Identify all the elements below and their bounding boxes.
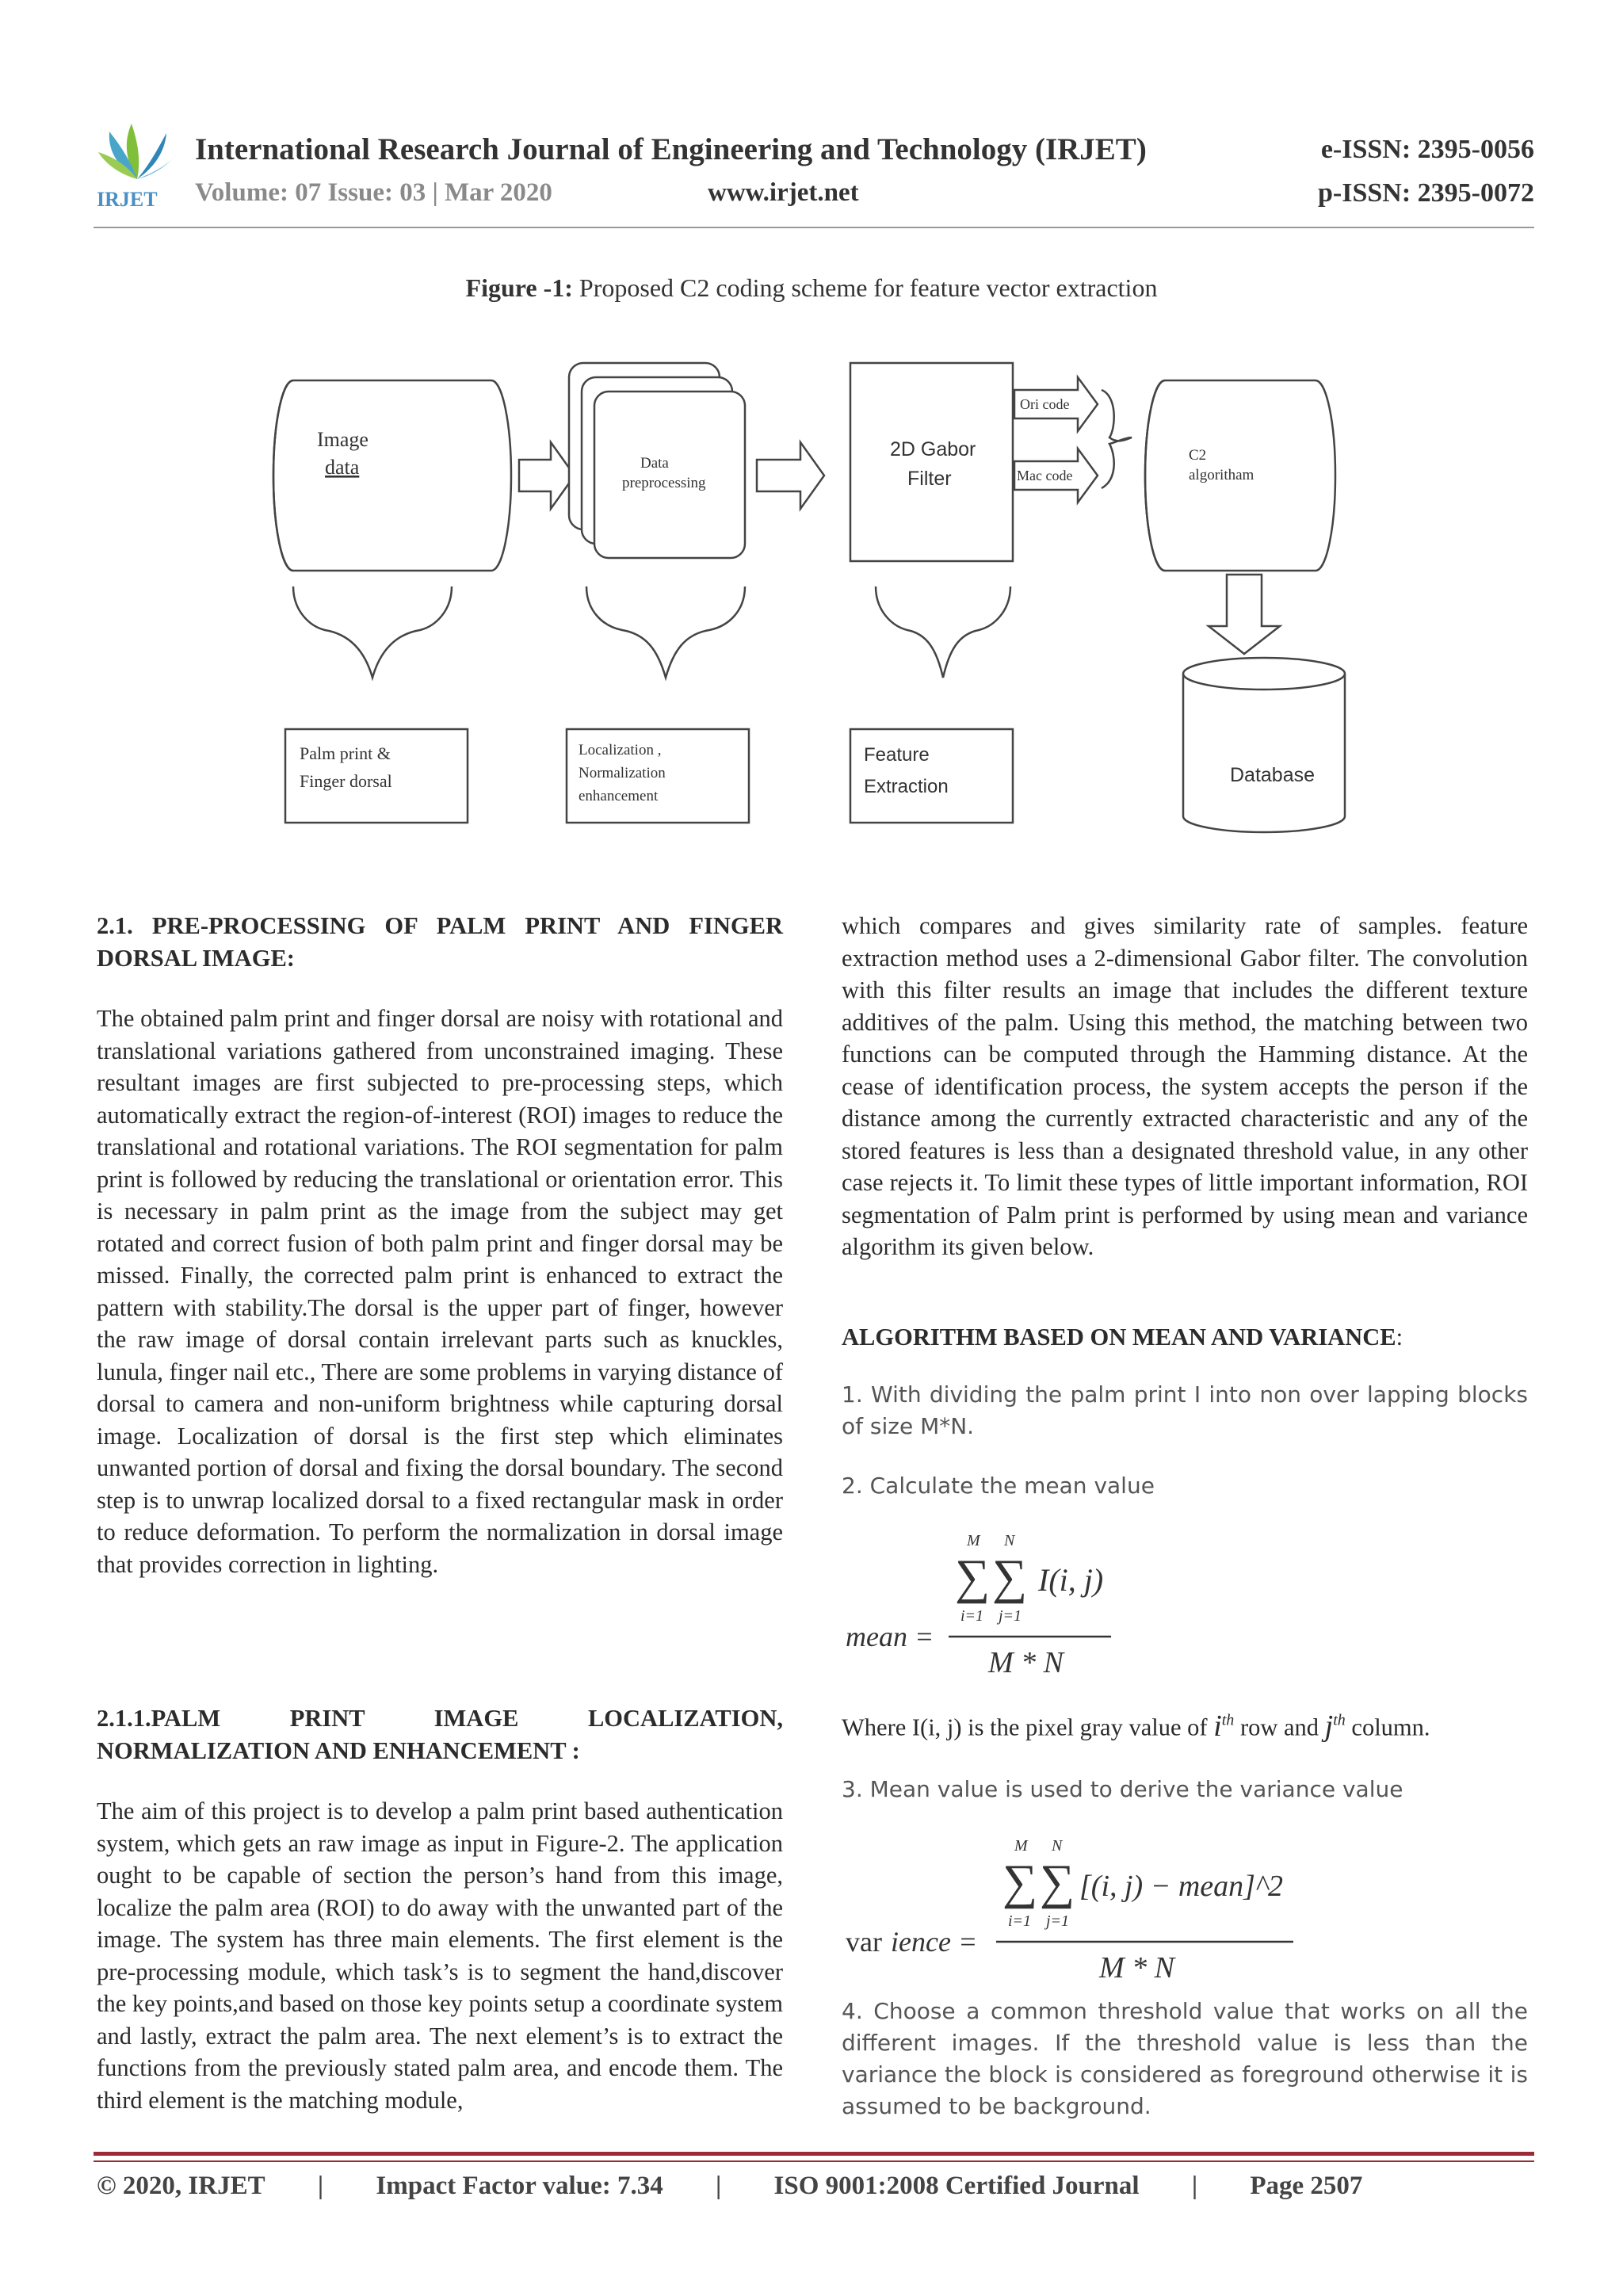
mean-numerator: I(i, j)	[1038, 1562, 1104, 1598]
database-node	[1183, 658, 1345, 832]
algorithm-step-4: 4. Choose a common threshold value that works on all the different images. If the threshold value is less than the variance the block is considered as foreground otherwise it is assumed to be background.	[842, 1998, 1528, 2119]
figure-caption-text: Proposed C2 coding scheme for feature vector extraction	[572, 273, 1158, 302]
p-issn: p-ISSN: 2395-0072	[1318, 178, 1534, 208]
journal-title: International Research Journal of Engineering and Technology (IRJET)	[195, 132, 1147, 166]
mean-sum-lower-j: j=1	[999, 1607, 1022, 1625]
var-lhs-1: var	[846, 1926, 882, 1958]
var-sum-upper-n: N	[1052, 1837, 1063, 1855]
mean-formula	[842, 1526, 1143, 1680]
algorithm-title-text: ALGORITHM BASED ON MEAN AND VARIANCE	[842, 1324, 1396, 1350]
var-sum-upper-m: M	[1014, 1837, 1028, 1855]
arrow-down	[1209, 575, 1280, 654]
where-ith: $i^{th}$	[1213, 1709, 1235, 1743]
irjet-logo	[94, 117, 181, 212]
paragraph-preprocessing: The obtained palm print and finger dorsal are noisy with rotational and translational variations gathered from unconstrained imaging. These resultant images are first subjected to pre-processing steps, which automatically extract the region-of-interest (ROI) images to reduce the translational and rotational variations. The ROI segmentation for palm print is followed by reducing the translational or orientation error. This is necessary in palm print as the image from the subject may get rotated and correct fusion of both palm print and finger dorsal may be missed. Finally, the corrected palm print is enhanced to extract the pattern with stability.The dorsal is the upper part of finger, however the raw image of dorsal contain irrelevant parts such as knuckles, lunula, finger nail etc., There are some problems in varying distance of dorsal to camera and non-uniform brightness while capturing dorsal image. Localization of dorsal is the first step which eliminates unwanted portion of dorsal and fixing the dorsal boundary. The second step is to unwrap localized dorsal to a fixed rectangular mask in order to reduce deformation. To perform the normalization in dorsal image that provides correction in lighting.	[97, 1005, 783, 1578]
mean-sum-sign-2: ∑	[992, 1550, 1028, 1604]
volume-issue: Volume: 07 Issue: 03 | Mar 2020	[195, 178, 552, 207]
gabor-label-1: 2D Gabor	[890, 438, 976, 460]
brace-2	[586, 586, 745, 678]
image-data-label-2: data	[325, 456, 360, 479]
image-data-label-1: Image	[317, 428, 369, 451]
figure-caption-label: Figure -1:	[465, 273, 573, 302]
brace-1	[293, 586, 452, 678]
var-sum-lower-i: i=1	[1008, 1912, 1032, 1930]
feature-label-1: Feature	[864, 744, 930, 766]
mean-sum-upper-m: M	[967, 1532, 980, 1549]
footer-separator: |	[317, 2172, 324, 2200]
mean-sum-lower-i: i=1	[960, 1607, 984, 1625]
footer-copyright: © 2020, IRJET	[97, 2172, 265, 2200]
footer-iso: ISO 9001:2008 Certified Journal	[773, 2172, 1140, 2200]
brace-to-c2	[1102, 390, 1132, 488]
header-divider	[94, 227, 1534, 228]
footer-impact-factor: Impact Factor value: 7.34	[376, 2172, 663, 2200]
c2-label-1: C2	[1189, 447, 1207, 464]
data-preprocessing-label-1: Data	[640, 455, 669, 472]
algorithm-step-3: 3. Mean value is used to derive the variance value	[842, 1776, 1403, 1802]
palm-finger-label-1: Palm print &	[300, 743, 391, 763]
where-prefix: Where I(i, j) is the pixel gray value of	[842, 1713, 1214, 1741]
var-sum-sign-1: ∑	[1002, 1855, 1038, 1909]
paragraph-matching: which compares and gives similarity rate of samples. feature extraction method uses a 2-dimensional Gabor filter. The convolution with this filter results an image that includes the different texture additives of the palm. Using this method, the matching between two functions can be computed through the Hamming distance. At the cease of identification process, the system accepts the person if the distance among the currently extracted characteristic and any of the stored features is less than a designated threshold value, in any other case rejects it. To limit these types of little important information, ROI segmentation of Palm print is performed by using mean and variance algorithm its given below.	[842, 912, 1528, 1260]
image-data-node	[273, 380, 511, 571]
footer-divider-thick	[94, 2152, 1534, 2156]
var-sum-lower-j: j=1	[1046, 1912, 1070, 1930]
journal-website[interactable]: www.irjet.net	[708, 178, 859, 207]
var-lhs-2: ience =	[891, 1926, 978, 1958]
algorithm-title-colon: :	[1396, 1324, 1403, 1350]
where-line	[842, 1704, 1555, 1744]
section-heading-2-1: 2.1. PRE-PROCESSING OF PALM PRINT AND FINGER DORSAL IMAGE:	[97, 912, 783, 972]
localization-label-3: enhancement	[579, 788, 659, 804]
logo-leaves-icon	[98, 124, 178, 179]
mac-code-label: Mac code	[1017, 468, 1073, 483]
algorithm-title	[842, 1321, 1528, 1354]
mean-lhs: mean =	[846, 1621, 934, 1652]
mean-denominator: M * N	[988, 1646, 1064, 1679]
footer	[97, 2172, 1362, 2201]
logo-text: IRJET	[97, 188, 158, 211]
database-label: Database	[1230, 764, 1316, 786]
mean-sum-sign-1: ∑	[955, 1550, 991, 1604]
palm-finger-label-2: Finger dorsal	[300, 771, 392, 791]
var-numerator: [(i, j) − mean]^2	[1079, 1870, 1283, 1903]
footer-divider-thin	[94, 2160, 1534, 2162]
arrow-2	[757, 442, 824, 509]
paragraph-palm-localization: The aim of this project is to develop a palm print based authentication system, which gets an raw image as input in Figure-2. The application ought to be capable of section the person’s hand from this image, localize the palm area (ROI) to do away with the unwanted part of the image. The system has three main elements. The first element is the pre-processing module, which task’s is to segment the hand,discover the key points,and based on those key points setup a coordinate system and lastly, extract the palm area. The next element’s is to extract the functions from the previously stated palm area, and encode them. The third element is the matching module,	[97, 1797, 783, 2114]
variance-formula	[842, 1831, 1309, 1985]
data-preprocessing-label-2: preprocessing	[622, 475, 706, 491]
where-suffix: column.	[1345, 1713, 1430, 1741]
where-mid: row and	[1234, 1713, 1325, 1741]
localization-label-2: Normalization	[579, 765, 666, 781]
c2-label-2: algoritham	[1189, 467, 1254, 483]
section-heading-2-1-1: 2.1.1.PALM PRINT IMAGE LOCALIZATION, NORMALIZATION AND ENHANCEMENT :	[97, 1705, 783, 1764]
var-denominator: M * N	[1099, 1951, 1174, 1985]
arrow-1	[519, 442, 575, 509]
brace-3	[876, 586, 1010, 678]
ori-code-label: Ori code	[1020, 396, 1070, 412]
footer-separator: |	[715, 2172, 722, 2200]
gabor-filter-node	[850, 363, 1013, 561]
feature-label-2: Extraction	[864, 776, 949, 797]
algorithm-step-2: 2. Calculate the mean value	[842, 1473, 1155, 1499]
where-jth: $j^{th}$	[1324, 1709, 1346, 1743]
c2-coding-scheme-diagram	[262, 349, 1371, 856]
mean-sum-upper-n: N	[1004, 1532, 1015, 1549]
algorithm-step-1: 1. With dividing the palm print I into non over lapping blocks of size M*N.	[842, 1381, 1528, 1439]
footer-page-number: Page 2507	[1250, 2172, 1363, 2200]
e-issn: e-ISSN: 2395-0056	[1320, 135, 1534, 164]
figure-caption	[0, 273, 1623, 303]
var-sum-sign-2: ∑	[1040, 1855, 1075, 1909]
gabor-label-2: Filter	[907, 468, 952, 490]
localization-label-1: Localization ,	[579, 742, 662, 758]
footer-separator: |	[1191, 2172, 1198, 2200]
